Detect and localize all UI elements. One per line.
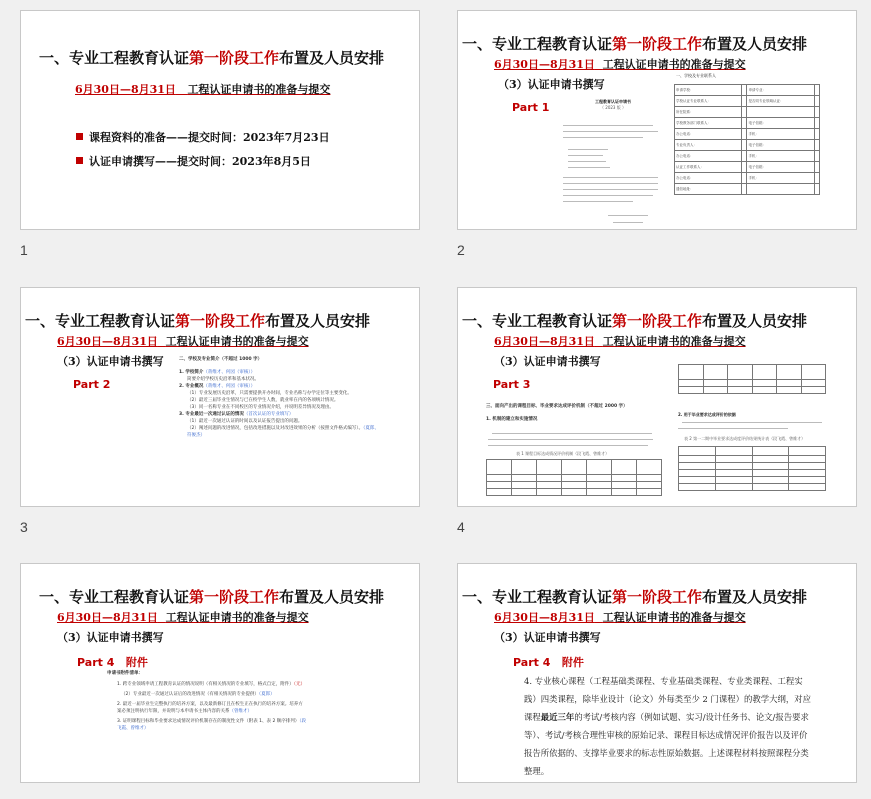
- form-cell: [814, 184, 819, 195]
- form-cell: 办公电话：: [675, 129, 742, 140]
- part-label: Part 4 附件: [77, 656, 148, 669]
- slide-thumbnail-2[interactable]: [457, 10, 857, 230]
- form-cell: 学校认证专业联系人：: [675, 96, 742, 107]
- form-cell: 电子信箱：: [747, 162, 814, 173]
- form-cell: [747, 107, 814, 118]
- form-row: [675, 162, 820, 173]
- section-heading: （3）认证申请书撰写: [494, 631, 601, 644]
- document-page: [179, 356, 379, 506]
- form-cell: 电子信箱：: [747, 118, 814, 129]
- slide-number: 2: [457, 242, 465, 258]
- slide-thumbnail-6[interactable]: [457, 563, 857, 783]
- part-label: Part 3: [493, 378, 531, 391]
- form-cell: 学校教务部门联系人：: [675, 118, 742, 129]
- form-cell: [814, 173, 819, 184]
- form-cell: [814, 85, 819, 96]
- form-cell: [814, 151, 819, 162]
- form-cell: 手机：: [747, 129, 814, 140]
- doc-heading: 申请书附件清单：: [107, 671, 143, 676]
- form-cell: 认证工作联系人：: [675, 162, 742, 173]
- form-row: [675, 118, 820, 129]
- slide-subtitle: 6月30日—8月31日 工程认证申请书的准备与提交: [57, 611, 309, 624]
- doc-item: 1. 机制的建立和实施情况: [486, 417, 538, 422]
- form-cell: 专业负责人：: [675, 140, 742, 151]
- form-row: [675, 151, 820, 162]
- slide-subtitle: 6月30日—8月31日 工程认证申请书的准备与提交: [494, 611, 746, 624]
- section-heading: （3）认证申请书撰写: [57, 355, 164, 368]
- results-table: [678, 364, 826, 394]
- slide-title: 一、专业工程教育认证第一阶段工作布置及人员安排: [462, 588, 808, 606]
- form-cell: 申请专业：: [747, 85, 814, 96]
- doc-item: 3. 专业最近一次通过认证的情况（首次认证的专业填写）: [179, 412, 294, 417]
- document-page: 三、面向产出的课程目标、毕业要求达成评价机制（不超过 2000 字） 1. 机制的建立和实施情况 表 1 课程目标达成情况评价机制（段飞霞、曾维才）: [486, 403, 662, 507]
- doc-item: 2. 专业概况（蒋维才、何园（审核））: [179, 384, 256, 389]
- form-cell: [814, 118, 819, 129]
- form-row: [675, 140, 820, 151]
- slide-title: 一、专业工程教育认证第一阶段工作布置及人员安排: [39, 49, 385, 67]
- evaluation-table: [486, 459, 662, 496]
- slide-subtitle: 6月30日—8月31日 工程认证申请书的准备与提交: [494, 58, 746, 71]
- form-cell: 是否同专业领域认证：: [747, 96, 814, 107]
- doc-text: 简要介绍学校历史沿革和基本状况。: [187, 377, 259, 382]
- slide-title: 一、专业工程教育认证第一阶段工作布置及人员安排: [462, 35, 808, 53]
- document-title: 工程教育认证申请书: [595, 99, 631, 104]
- doc-text: （1）最近一次通过认证的时间以及认证报告提出的问题。: [187, 419, 303, 424]
- form-cell: [814, 162, 819, 173]
- slide-number: 4: [457, 519, 465, 535]
- form-row: [675, 173, 820, 184]
- doc-item: （2）专业最近一次通过认证后的改进情况（有相关情况的专业提供）（夏郎）: [121, 692, 275, 697]
- slide-number: 1: [20, 242, 28, 258]
- slide-thumbnail-1[interactable]: [20, 10, 420, 230]
- bullet-item: 课程资料的准备——提交时间：2023年7月23日: [76, 129, 330, 145]
- doc-text: （2）阐述问题的改进情况，包括改进措施以及对改进效果的分析（按照文件格式编写）。（夏郎、符俊杰）: [187, 426, 379, 438]
- form-cell: 办公电话：: [675, 151, 742, 162]
- bullet-item: 认证申请撰写——提交时间：2023年8月5日: [76, 153, 311, 169]
- document-page: 2. 用于毕业要求达成评价的依据 表 2 第一二期中毕业要求达成度评价结果统计表（段飞霞、曾维才）: [678, 356, 828, 506]
- form-cell: 办公电话：: [675, 173, 742, 184]
- section-heading: （3）认证申请书撰写: [57, 631, 164, 644]
- doc-item: 2. 最近一届毕业生完整执行的培养方案，以及最新修订且在校生正在执行的培养方案。培养方案必须注明执行年限，并说明与本申请书主体内容的关系（曾维才）: [117, 702, 303, 714]
- form-cell: [814, 140, 819, 151]
- form-cell: 申请学校：: [675, 85, 742, 96]
- doc-text: （1）专业发展历史沿革，只需要提供开办时间，专业名称与办学定位等主要变化。: [187, 391, 352, 396]
- slide-subtitle: 6月30日—8月31日 工程认证申请书的准备与提交: [57, 335, 309, 348]
- part-label: Part 4 附件: [513, 656, 584, 669]
- form-row: [675, 96, 820, 107]
- doc-item: 1. 学校简介（蒋维才、何园（审核））: [179, 370, 256, 375]
- form-cell: [814, 107, 819, 118]
- contact-form-table: [674, 84, 820, 195]
- section-heading: （3）认证申请书撰写: [494, 355, 601, 368]
- form-row: [675, 85, 820, 96]
- body-paragraph: 4. 专业核心课程（工程基础类课程、专业基础类课程、专业类课程、工程实践）四类课程，除毕业设计（论文）外每类至少 2 门课程）的教学大纲，对应课程最近三年的考试/考核内容（例如试题、实习/设计任务书、论文/报告要求等）、考试/考核合理性审核的原始记录、课程目标达成情况评价报告以及评价报告所依据的、支撑毕业要求的标志性原始数据。上述课程材料按照课程分类整理。: [524, 676, 812, 776]
- part-label: Part 2: [73, 378, 111, 391]
- form-cell: 电子信箱：: [747, 140, 814, 151]
- doc-item: 3. 证明课程目标和毕业要求达成情况评价机制存在的制度性文件（附表 1、表 2 顺序排列）（段飞霞、曾维才）: [117, 719, 306, 731]
- slide-thumbnail-5[interactable]: [20, 563, 420, 783]
- slide-title: 一、专业工程教育认证第一阶段工作布置及人员安排: [25, 312, 371, 330]
- form-cell: 手机：: [747, 173, 814, 184]
- form-cell: 通信地址：: [675, 184, 742, 195]
- requirement-table: [678, 446, 826, 491]
- slide-thumbnail-3[interactable]: [20, 287, 420, 507]
- form-header: 一、学校及专业联系人: [676, 73, 716, 78]
- form-cell: 手机：: [747, 151, 814, 162]
- form-cell: [747, 184, 814, 195]
- slide-number: 3: [20, 519, 28, 535]
- slide-title: 一、专业工程教育认证第一阶段工作布置及人员安排: [462, 312, 808, 330]
- doc-text: （2）最近三届毕业生情况与已在校学生人数，就业率在内的各项统计情况。: [187, 398, 339, 403]
- document-heading: 三、面向产出的课程目标、毕业要求达成评价机制（不超过 2000 字）: [486, 404, 628, 409]
- form-row: [675, 184, 820, 195]
- part-label: Part 1: [512, 101, 550, 114]
- slide-title: 一、专业工程教育认证第一阶段工作布置及人员安排: [39, 588, 385, 606]
- form-cell: [814, 96, 819, 107]
- section-heading: （3）认证申请书撰写: [498, 78, 605, 91]
- slide-subtitle: 6月30日—8月31日 工程认证申请书的准备与提交: [75, 83, 331, 96]
- doc-item: 2. 用于毕业要求达成评价的依据: [678, 412, 736, 417]
- doc-item: 1. 跨专业领域申请工程教育认证的情况说明（有相关情况的专业填写，格式自定，附件）（无）: [117, 682, 305, 687]
- doc-text: （3）同一名称专业在不同校区的专业情况介绍，并说明差异情况及理由。: [187, 405, 334, 410]
- document-page: 工程教育认证申请书 （ 2023 版 ）: [558, 91, 668, 230]
- form-row: [675, 107, 820, 118]
- slide-thumbnail-4[interactable]: [457, 287, 857, 507]
- form-cell: [814, 129, 819, 140]
- document-page: [107, 670, 307, 783]
- slide-subtitle: 6月30日—8月31日 工程认证申请书的准备与提交: [494, 335, 746, 348]
- form-cell: 所在院系：: [675, 107, 742, 118]
- form-row: [675, 129, 820, 140]
- document-heading: 二、学校及专业简介（不超过 1000 字）: [179, 357, 263, 362]
